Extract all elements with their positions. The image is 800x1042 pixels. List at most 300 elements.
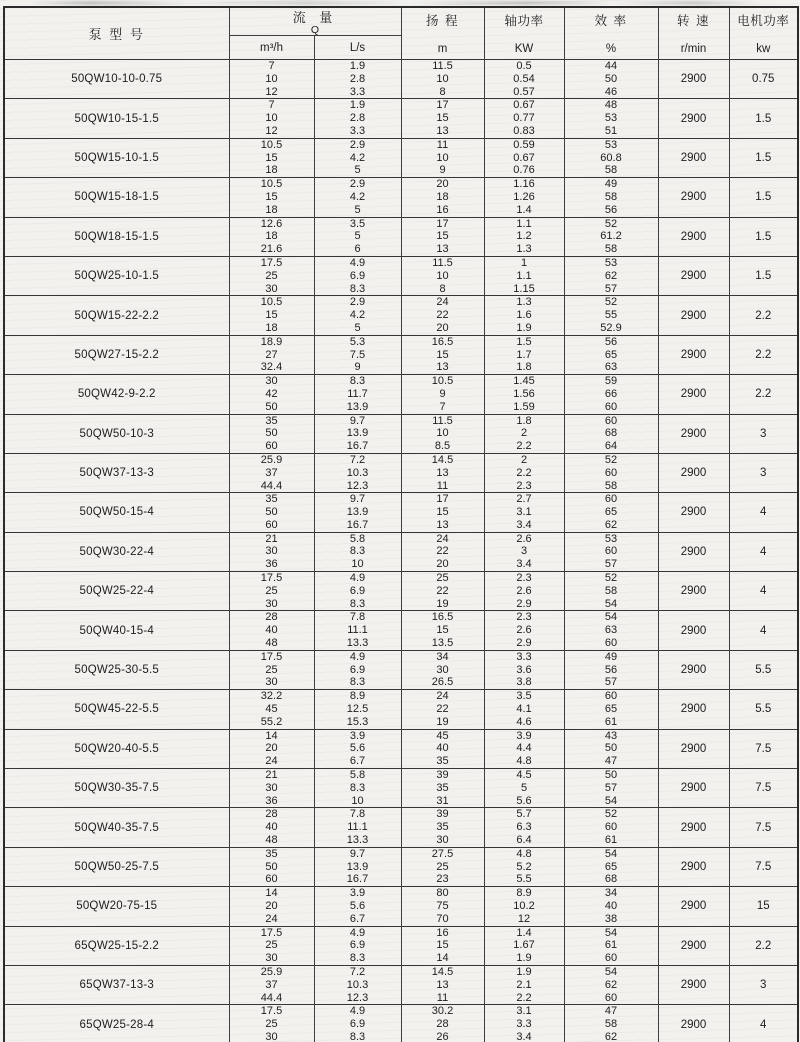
- pump-row: [4, 572, 798, 611]
- flow-ls-value: 6.9: [349, 663, 366, 676]
- efficiency-value: 54: [604, 611, 618, 624]
- flow-m3h-cell: [229, 60, 314, 99]
- flow-ls-cell: [314, 138, 401, 177]
- efficiency-cell: [564, 453, 658, 492]
- efficiency-cell: [564, 217, 658, 256]
- efficiency-value: 61: [604, 939, 618, 952]
- head-value: 13.5: [431, 637, 454, 650]
- flow-ls-value: 8.3: [349, 545, 366, 558]
- shaft-power-value: 2: [520, 453, 528, 466]
- flow-ls-cell: [314, 572, 401, 611]
- flow-m3h-value: 30: [265, 282, 278, 295]
- head-cell: [401, 414, 484, 453]
- pump-model-cell: 50QW50-15-4: [4, 493, 229, 532]
- efficiency-value: 61: [604, 715, 618, 728]
- flow-ls-cell: [314, 965, 401, 1004]
- flow-m3h-value: 18: [265, 203, 278, 216]
- head-value: 15: [436, 348, 449, 361]
- speed-cell: 2900: [658, 965, 729, 1004]
- flow-ls-value: 4.2: [349, 190, 366, 203]
- efficiency-cell: [564, 926, 658, 965]
- flow-m3h-cell: [229, 532, 314, 571]
- flow-m3h-value: 14: [265, 887, 278, 900]
- flow-m3h-value: 18.9: [260, 335, 283, 348]
- col-header-speed: [658, 7, 729, 60]
- motor-power-cell: 1.5: [729, 178, 798, 217]
- shaft-power-value: 3.4: [516, 558, 532, 571]
- model-header-label: 泵 型 号: [88, 26, 145, 42]
- shaft-power-value: 2.6: [516, 624, 532, 637]
- flow-ls-value: 7.2: [349, 453, 366, 466]
- col-header-flow-m3h: m³/h: [229, 36, 314, 60]
- head-value: 16.5: [431, 335, 454, 348]
- flow-ls-cell: [314, 532, 401, 571]
- flow-m3h-value: 12.6: [260, 217, 283, 230]
- head-value: 31: [436, 794, 449, 807]
- efficiency-value: 54: [604, 597, 618, 610]
- flow-m3h-value: 24: [265, 755, 278, 768]
- shaft-power-value: 12: [517, 912, 531, 925]
- motor-power-cell: 5.5: [729, 650, 798, 689]
- efficiency-value: 58: [604, 479, 618, 492]
- shaft-power-value: 3.4: [516, 1030, 532, 1042]
- flow-m3h-cell: [229, 887, 314, 926]
- efficiency-cell: [564, 296, 658, 335]
- head-value: 30.2: [431, 1005, 454, 1018]
- head-value: 11: [436, 479, 449, 492]
- flow-ls-value: 4.9: [349, 1005, 366, 1018]
- shaft-power-value: 2.2: [516, 440, 532, 453]
- speed-cell: 2900: [658, 650, 729, 689]
- flow-ls-value: 8.3: [349, 781, 366, 794]
- efficiency-value: 56: [604, 335, 618, 348]
- shaft-power-value: 1.16: [513, 178, 535, 191]
- shaft-power-value: 5.2: [516, 860, 532, 873]
- shaft-power-cell: [484, 414, 564, 453]
- efficiency-cell: [564, 808, 658, 847]
- shaft-power-value: 0.76: [513, 164, 535, 177]
- shaft-power-value: 3.3: [516, 650, 532, 663]
- flow-m3h-value: 25.9: [260, 965, 283, 978]
- efficiency-value: 64: [604, 440, 618, 453]
- shaft-power-value: 1.6: [516, 309, 532, 322]
- shaft-power-value: 1.15: [513, 282, 535, 295]
- flow-ls-value: 7.8: [349, 611, 366, 624]
- flow-ls-value: 8.3: [349, 597, 366, 610]
- flow-m3h-value: 48: [265, 834, 278, 847]
- flow-m3h-value: 17.5: [260, 650, 283, 663]
- head-value: 20: [436, 321, 449, 334]
- flow-m3h-value: 60: [265, 440, 278, 453]
- head-value: 19: [436, 597, 449, 610]
- flow-ls-cell: [314, 256, 401, 295]
- head-value: 20: [436, 178, 449, 191]
- efficiency-value: 49: [604, 178, 618, 191]
- pump-model-cell: 65QW25-15-2.2: [4, 926, 229, 965]
- efficiency-value: 46: [604, 85, 618, 98]
- flow-ls-value: 2.8: [349, 72, 366, 85]
- efficiency-value: 63: [604, 624, 618, 637]
- flow-ls-value: 5: [354, 203, 361, 216]
- head-cell: [401, 650, 484, 689]
- shaft-power-value: 2.3: [516, 572, 532, 585]
- pump-row: [4, 729, 798, 768]
- efficiency-value: 61: [604, 834, 618, 847]
- flow-ls-value: 1.9: [349, 60, 366, 72]
- pump-row: [4, 217, 798, 256]
- flow-ls-cell: [314, 847, 401, 886]
- flow-ls-value: 12.5: [346, 703, 369, 716]
- shaft-power-value: 4.8: [516, 847, 532, 860]
- efficiency-unit-label: %: [605, 43, 617, 55]
- flow-m3h-value: 42: [265, 387, 278, 400]
- shaft-power-value: 3.4: [516, 518, 532, 531]
- pump-model-cell: 50QW10-15-1.5: [4, 99, 229, 138]
- efficiency-value: 62: [604, 978, 618, 991]
- flow-ls-value: 8.9: [349, 690, 366, 703]
- head-cell: [401, 887, 484, 926]
- shaft-power-cell: [484, 847, 564, 886]
- efficiency-value: 58: [604, 190, 618, 203]
- pump-model-cell: 50QW18-15-1.5: [4, 217, 229, 256]
- head-cell: [401, 729, 484, 768]
- flow-ls-value: 3.9: [349, 729, 366, 742]
- efficiency-value: 40: [604, 900, 618, 912]
- shaft-power-unit-label: KW: [514, 43, 534, 55]
- flow-ls-cell: [314, 217, 401, 256]
- pump-row: [4, 808, 798, 847]
- flow-ls-cell: [314, 1005, 401, 1042]
- shaft-power-value: 1.5: [516, 335, 532, 348]
- shaft-power-value: 3: [520, 545, 528, 558]
- flow-ls-value: 13.9: [346, 860, 369, 873]
- shaft-power-value: 1.59: [513, 400, 535, 413]
- efficiency-cell: [564, 178, 658, 217]
- head-cell: [401, 335, 484, 374]
- shaft-power-value: 3.9: [516, 729, 532, 742]
- flow-m3h-value: 15: [265, 309, 278, 322]
- flow-ls-value: 3.5: [349, 217, 366, 230]
- flow-ls-value: 1.9: [349, 99, 366, 112]
- shaft-power-cell: [484, 611, 564, 650]
- flow-m3h-value: 25: [265, 1018, 278, 1031]
- motor-power-cell: 15: [729, 887, 798, 926]
- head-value: 30: [436, 663, 449, 676]
- head-value: 26: [436, 1030, 449, 1042]
- efficiency-value: 52: [604, 453, 618, 466]
- pump-row: [4, 375, 798, 414]
- pump-row: [4, 453, 798, 492]
- flow-m3h-value: 21: [265, 769, 278, 782]
- shaft-power-value: 0.59: [513, 138, 535, 151]
- flow-m3h-value: 37: [265, 466, 278, 479]
- flow-m3h-value: 10.5: [260, 296, 283, 309]
- head-header-label: 扬 程: [426, 14, 459, 28]
- motor-power-cell: 3: [729, 414, 798, 453]
- flow-ls-cell: [314, 611, 401, 650]
- flow-m3h-value: 20: [265, 742, 278, 755]
- speed-header-label: 转 速: [677, 14, 710, 28]
- flow-ls-value: 10: [351, 794, 364, 807]
- shaft-power-cell: [484, 769, 564, 808]
- efficiency-value: 56: [604, 203, 618, 216]
- speed-cell: 2900: [658, 453, 729, 492]
- head-value: 17: [436, 493, 449, 506]
- head-value: 22: [436, 309, 449, 322]
- shaft-power-value: 2.9: [516, 637, 532, 650]
- efficiency-value: 49: [604, 650, 618, 663]
- flow-m3h-value: 15: [265, 151, 278, 164]
- speed-cell: 2900: [658, 729, 729, 768]
- flow-m3h-value: 17.5: [260, 572, 283, 585]
- efficiency-value: 52.9: [600, 321, 622, 334]
- efficiency-value: 54: [604, 847, 618, 860]
- pump-model-cell: 50QW20-40-5.5: [4, 729, 229, 768]
- head-cell: [401, 453, 484, 492]
- shaft-power-cell: [484, 729, 564, 768]
- head-value: 8.5: [434, 440, 451, 453]
- shaft-power-value: 8.9: [516, 887, 532, 900]
- flow-m3h-value: 25: [265, 269, 278, 282]
- flow-symbol: Q: [310, 24, 320, 36]
- flow-ls-value: 6.9: [349, 269, 366, 282]
- speed-cell: 2900: [658, 335, 729, 374]
- table-body: [4, 60, 798, 1042]
- flow-ls-value: 11.7: [347, 387, 368, 400]
- efficiency-value: 66: [604, 387, 618, 400]
- head-value: 16: [436, 926, 449, 939]
- flow-m3h-value: 25: [265, 584, 278, 597]
- efficiency-value: 56: [604, 663, 618, 676]
- speed-cell: 2900: [658, 256, 729, 295]
- efficiency-value: 60: [604, 400, 618, 413]
- pump-model-cell: 50QW40-35-7.5: [4, 808, 229, 847]
- flow-ls-value: 5.6: [349, 900, 366, 912]
- shaft-power-cell: [484, 572, 564, 611]
- efficiency-cell: [564, 414, 658, 453]
- flow-ls-value: 12.3: [346, 479, 369, 492]
- head-value: 34: [436, 650, 449, 663]
- speed-cell: 2900: [658, 414, 729, 453]
- shaft-power-value: 1.3: [516, 243, 532, 256]
- shaft-power-value: 1.3: [516, 296, 532, 309]
- efficiency-value: 65: [604, 506, 618, 519]
- efficiency-value: 48: [604, 99, 618, 112]
- flow-m3h-cell: [229, 847, 314, 886]
- head-cell: [401, 611, 484, 650]
- shaft-power-cell: [484, 808, 564, 847]
- flow-ls-cell: [314, 335, 401, 374]
- shaft-power-value: 4.5: [516, 769, 532, 782]
- motor-power-cell: 0.75: [729, 60, 798, 99]
- efficiency-value: 60: [604, 821, 618, 834]
- speed-cell: 2900: [658, 847, 729, 886]
- flow-ls-value: 2.9: [349, 296, 366, 309]
- flow-ls-value: 13.9: [346, 400, 369, 413]
- head-cell: [401, 847, 484, 886]
- motor-power-cell: 7.5: [729, 729, 798, 768]
- efficiency-value: 62: [604, 1030, 618, 1042]
- col-header-model: [4, 7, 229, 60]
- shaft-power-value: 1.4: [516, 203, 532, 216]
- pump-row: [4, 690, 798, 729]
- shaft-power-value: 0.67: [513, 99, 535, 112]
- motor-power-cell: 2.2: [729, 296, 798, 335]
- shaft-power-cell: [484, 138, 564, 177]
- flow-ls-value: 6.9: [349, 584, 366, 597]
- head-value: 23: [436, 873, 449, 886]
- head-value: 40: [436, 742, 449, 755]
- shaft-power-value: 1.45: [513, 375, 535, 388]
- pump-row: [4, 335, 798, 374]
- flow-ls-value: 13.9: [346, 427, 369, 440]
- motor-power-cell: 4: [729, 1005, 798, 1042]
- flow-ls-value: 8.3: [349, 282, 366, 295]
- flow-ls-value: 4.2: [349, 151, 366, 164]
- efficiency-value: 57: [604, 676, 618, 689]
- flow-m3h-cell: [229, 256, 314, 295]
- efficiency-value: 60: [604, 952, 618, 965]
- motor-power-cell: 5.5: [729, 690, 798, 729]
- flow-m3h-value: 30: [265, 545, 278, 558]
- head-value: 80: [436, 887, 449, 900]
- flow-m3h-cell: [229, 99, 314, 138]
- shaft-power-value: 0.67: [513, 151, 535, 164]
- speed-cell: 2900: [658, 1005, 729, 1042]
- flow-m3h-value: 50: [265, 427, 278, 440]
- head-value: 7: [439, 400, 446, 413]
- flow-ls-cell: [314, 926, 401, 965]
- shaft-power-value: 3.3: [516, 1018, 532, 1031]
- motor-power-cell: 1.5: [729, 217, 798, 256]
- pump-row: [4, 1005, 798, 1042]
- pump-row: [4, 965, 798, 1004]
- flow-ls-cell: [314, 99, 401, 138]
- shaft-power-value: 1.26: [513, 190, 535, 203]
- pump-model-cell: 50QW10-10-0.75: [4, 60, 229, 99]
- flow-m3h-value: 55.2: [260, 715, 283, 728]
- efficiency-value: 50: [604, 72, 618, 85]
- efficiency-cell: [564, 532, 658, 571]
- pump-model-cell: 50QW45-22-5.5: [4, 690, 229, 729]
- flow-m3h-cell: [229, 965, 314, 1004]
- motor-power-cell: 1.5: [729, 138, 798, 177]
- flow-ls-value: 6.7: [349, 912, 366, 925]
- flow-m3h-value: 44.4: [260, 479, 283, 492]
- shaft-power-value: 5.6: [516, 794, 532, 807]
- efficiency-cell: [564, 887, 658, 926]
- flow-m3h-cell: [229, 729, 314, 768]
- shaft-power-cell: [484, 1005, 564, 1042]
- speed-unit-label: r/min: [680, 43, 707, 55]
- flow-m3h-value: 35: [265, 414, 278, 427]
- head-cell: [401, 217, 484, 256]
- flow-m3h-value: 32.4: [260, 361, 283, 374]
- head-value: 35: [436, 781, 449, 794]
- efficiency-value: 65: [604, 703, 618, 716]
- shaft-power-cell: [484, 60, 564, 99]
- efficiency-value: 47: [604, 755, 618, 768]
- shaft-power-value: 5.5: [516, 873, 532, 886]
- flow-ls-value: 11.1: [347, 624, 368, 637]
- flow-header-label: 流 量: [292, 10, 338, 25]
- flow-ls-cell: [314, 296, 401, 335]
- flow-ls-value: 10.3: [346, 978, 369, 991]
- efficiency-value: 57: [604, 282, 618, 295]
- flow-ls-value: 13.9: [346, 506, 369, 519]
- pump-spec-table: [3, 6, 799, 1042]
- pump-model-cell: 50QW25-30-5.5: [4, 650, 229, 689]
- shaft-power-value: 4.1: [516, 703, 532, 716]
- flow-m3h-cell: [229, 414, 314, 453]
- flow-ls-value: 7.8: [349, 808, 366, 821]
- flow-ls-value: 10.3: [346, 466, 369, 479]
- efficiency-value: 52: [604, 296, 618, 309]
- head-value: 24: [436, 532, 449, 545]
- efficiency-value: 53: [604, 256, 618, 269]
- shaft-power-value: 4.8: [516, 755, 532, 768]
- flow-m3h-cell: [229, 375, 314, 414]
- flow-ls-cell: [314, 493, 401, 532]
- flow-m3h-cell: [229, 611, 314, 650]
- head-value: 10: [436, 151, 449, 164]
- motor-power-cell: 7.5: [729, 769, 798, 808]
- efficiency-value: 58: [604, 164, 618, 177]
- flow-ls-cell: [314, 414, 401, 453]
- flow-m3h-cell: [229, 453, 314, 492]
- shaft-power-value: 0.5: [516, 60, 532, 72]
- efficiency-value: 47: [604, 1005, 618, 1018]
- flow-m3h-value: 17.5: [260, 1005, 283, 1018]
- flow-m3h-value: 32.2: [260, 690, 283, 703]
- pump-row: [4, 650, 798, 689]
- efficiency-cell: [564, 611, 658, 650]
- efficiency-cell: [564, 965, 658, 1004]
- head-value: 14: [436, 952, 449, 965]
- efficiency-value: 44: [604, 60, 618, 72]
- shaft-power-cell: [484, 99, 564, 138]
- head-value: 27.5: [431, 847, 454, 860]
- head-value: 13: [436, 124, 449, 137]
- head-value: 75: [436, 900, 449, 912]
- pump-model-cell: 50QW37-13-3: [4, 453, 229, 492]
- flow-ls-value: 15.3: [346, 715, 369, 728]
- flow-m3h-value: 12: [265, 85, 278, 98]
- shaft-power-value: 2.3: [516, 479, 532, 492]
- head-value: 9: [439, 387, 446, 400]
- shaft-power-value: 10.2: [513, 900, 535, 912]
- head-value: 11.5: [432, 60, 453, 72]
- motor-power-cell: 4: [729, 611, 798, 650]
- efficiency-cell: [564, 572, 658, 611]
- flow-m3h-value: 10.5: [260, 138, 283, 151]
- efficiency-value: 60: [604, 545, 618, 558]
- shaft-power-cell: [484, 335, 564, 374]
- shaft-power-value: 1.8: [516, 361, 532, 374]
- head-unit-label: m: [437, 43, 448, 55]
- flow-ls-value: 6.9: [349, 939, 366, 952]
- head-cell: [401, 493, 484, 532]
- pump-model-cell: 50QW25-22-4: [4, 572, 229, 611]
- shaft-power-value: 1.67: [513, 939, 535, 952]
- head-value: 11: [436, 991, 449, 1004]
- shaft-power-cell: [484, 532, 564, 571]
- shaft-power-value: 2.3: [516, 611, 532, 624]
- flow-m3h-cell: [229, 335, 314, 374]
- shaft-power-cell: [484, 217, 564, 256]
- flow-ls-value: 5: [354, 321, 361, 334]
- flow-m3h-value: 40: [265, 624, 278, 637]
